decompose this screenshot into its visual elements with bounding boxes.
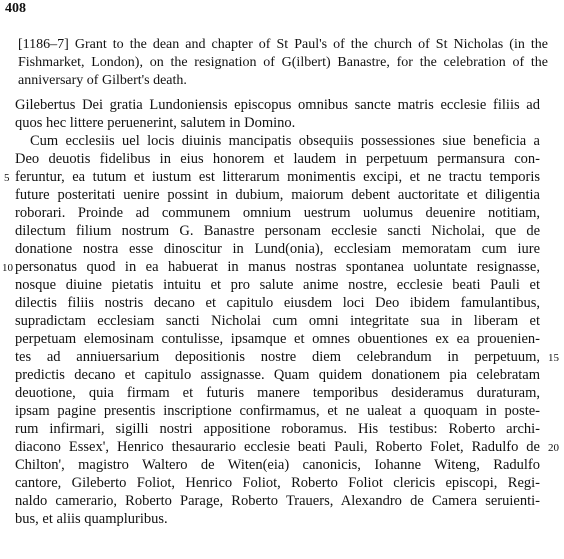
text-line: Deo deuotis fidelibus in eius honorem et laudem in perpetuum permansura con- bbox=[15, 151, 540, 167]
text-line: feruntur, ea tutum et iustum est litterarum monimentis excipi, et ne tractu temporis bbox=[15, 169, 540, 185]
text-line: perpetuam elemosinam contulisse, ipsamque et omnes obuentiones ex ea prouenien- bbox=[15, 331, 540, 347]
line-number: 15 bbox=[548, 352, 559, 364]
text-line: supradictam ecclesiam sancti Nicholai cum omni integritate sua in liberam et bbox=[15, 313, 540, 329]
text-line: diacono Essex', Henrico thesaurario ecclesie beati Pauli, Roberto Folet, Radulfo de bbox=[15, 439, 540, 455]
text-line: nosque diuine pietatis intuitu et pro salute anime nostre, ecclesie beati Pauli et bbox=[15, 277, 540, 293]
text-line: Cum ecclesiis uel locis diuinis mancipatis obsequiis possessiones siue beneficia a bbox=[30, 133, 540, 149]
summary-line: Fishmarket, London), on the resignation of G(ilbert) Banastre, for the celebration of the bbox=[18, 55, 548, 70]
text-line: deuotione, quia firmam et futuris manere temporibus desideramus duraturam, bbox=[15, 385, 540, 401]
page-number: 408 bbox=[5, 1, 26, 16]
summary-line: anniversary of Gilbert's death. bbox=[18, 73, 187, 88]
text-line: dilectis filiis nostris decano et capitulo eiusdem loci Deo ibidem famulantibus, bbox=[15, 295, 540, 311]
summary-line: [1186–7] Grant to the dean and chapter of St Paul's of the church of St Nicholas (in the bbox=[18, 37, 548, 52]
line-number: 10 bbox=[2, 262, 13, 274]
text-line: predictis decano et capitulo assignasse. Quam quidem donationem pia celebratam bbox=[15, 367, 540, 383]
text-line: tes ad anniuersarium depositionis nostre diem celebrandum in perpetuum, bbox=[15, 349, 540, 365]
text-line: personatus quod in ea habuerat in manus nostras spontanea uoluntate resignasse, bbox=[15, 259, 540, 275]
line-number: 5 bbox=[4, 172, 10, 184]
text-line: Chilton', magistro Waltero de Witen(eia) canonicis, Iohanne Witeng, Radulfo bbox=[15, 457, 540, 473]
text-line: roborari. Proinde ad communem omnium uestrum uolumus deuenire notitiam, bbox=[15, 205, 540, 221]
text-line: donatione nostra esse dinoscitur in Lund(onia), ecclesiam memoratam cum iure bbox=[15, 241, 540, 257]
text-line: dilectum filium nostrum G. Banastre personam ecclesie sancti Nicholai, que de bbox=[15, 223, 540, 239]
text-line: cantore, Gileberto Foliot, Henrico Foliot, Roberto Foliot clericis episcopi, Regi- bbox=[15, 475, 540, 491]
text-line: bus, et aliis quampluribus. bbox=[15, 511, 168, 527]
text-line: Gilebertus Dei gratia Lundoniensis episcopus omnibus sancte matris ecclesie filiis ad bbox=[15, 97, 540, 113]
text-line: ipsam pagine presentis inscriptione confirmamus, et ne ualeat a quoquam in poste- bbox=[15, 403, 540, 419]
text-line: future posteritati uenire possint in dubium, maiorum debent auctoritate et diligentia bbox=[15, 187, 540, 203]
text-line: quos hec littere peruenerint, salutem in Domino. bbox=[15, 115, 296, 131]
text-line: naldo camerario, Roberto Parage, Roberto Trauers, Alexandro de Camera seruienti- bbox=[15, 493, 540, 509]
text-line: rum infirmari, sigilli nostri appositione roboramus. His testibus: Roberto archi- bbox=[15, 421, 540, 437]
line-number: 20 bbox=[548, 442, 559, 454]
charter-text bbox=[0, 96, 564, 556]
